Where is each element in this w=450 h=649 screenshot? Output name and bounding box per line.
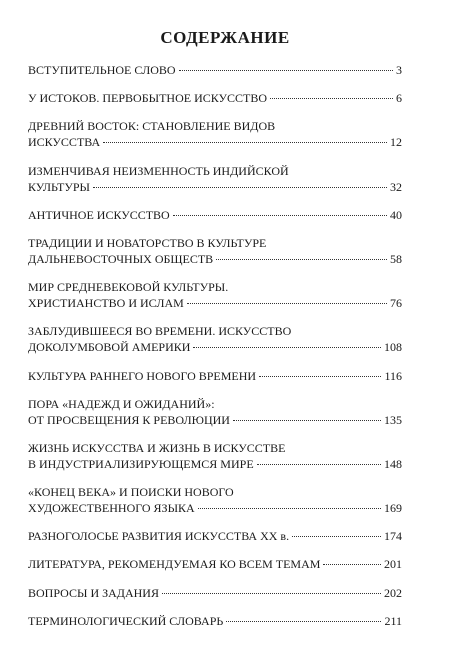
- dot-leader: [93, 187, 387, 188]
- toc-entry-title-line: КУЛЬТУРА РАННЕГО НОВОГО ВРЕМЕНИ: [28, 368, 257, 383]
- toc-entry: [28, 396, 402, 428]
- dot-leader: [270, 98, 393, 99]
- toc-entry-title-line: ИЗМЕНЧИВАЯ НЕИЗМЕННОСТЬ ИНДИЙСКОЙ: [28, 163, 289, 178]
- toc-entry-title-line: У ИСТОКОВ. ПЕРВОБЫТНОЕ ИСКУССТВО: [28, 91, 268, 106]
- dot-leader: [173, 215, 387, 216]
- toc-entry-title-line: ДРЕВНИЙ ВОСТОК: СТАНОВЛЕНИЕ ВИДОВ: [28, 119, 276, 134]
- toc-entry-title-line: КУЛЬТУРЫ: [28, 179, 90, 194]
- toc-entry: [28, 484, 402, 516]
- toc-page-number: 211: [384, 613, 402, 628]
- toc-entry: [28, 235, 402, 267]
- toc-entry-title-line: МИР СРЕДНЕВЕКОВОЙ КУЛЬТУРЫ.: [28, 280, 229, 295]
- toc-page-number: 6: [396, 91, 402, 106]
- toc-entry-title-line: АНТИЧНОЕ ИСКУССТВО: [28, 207, 170, 222]
- toc-entry: [28, 440, 402, 472]
- toc-entry-title-line: ХРИСТИАНСТВО И ИСЛАМ: [28, 296, 184, 311]
- toc-entry-title-line: ИСКУССТВА: [28, 135, 101, 150]
- dot-leader: [179, 70, 393, 71]
- toc-entry-title-line: ЛИТЕРАТУРА, РЕКОМЕНДУЕМАЯ КО ВСЕМ ТЕМАМ: [28, 557, 321, 572]
- toc-entry-title-line: ВОПРОСЫ И ЗАДАНИЯ: [28, 585, 159, 600]
- toc-page-number: 148: [384, 456, 402, 471]
- toc-page-number: 202: [384, 585, 402, 600]
- toc-entry: [28, 163, 402, 195]
- toc-entry: [28, 279, 402, 311]
- toc-page-number: 3: [396, 63, 402, 77]
- toc-entry: [28, 368, 402, 384]
- dot-leader: [323, 564, 381, 565]
- toc-entry-title-line: В ИНДУСТРИАЛИЗИРУЮЩЕМСЯ МИРЕ: [28, 456, 254, 471]
- toc-entry-title-line: ВСТУПИТЕЛЬНОЕ СЛОВО: [28, 63, 176, 77]
- toc-entry: [28, 207, 402, 223]
- toc-entry: [28, 585, 402, 601]
- toc-entry-title-line: ЗАБЛУДИВШЕЕСЯ ВО ВРЕМЕНИ. ИСКУССТВО: [28, 324, 292, 339]
- toc-entry-title-line: ХУДОЖЕСТВЕННОГО ЯЗЫКА: [28, 501, 195, 516]
- toc-page-number: 169: [384, 501, 402, 516]
- dot-leader: [292, 536, 381, 537]
- toc-entry-title-line: ТЕРМИНОЛОГИЧЕСКИЙ СЛОВАРЬ: [28, 613, 224, 628]
- toc-page-number: 76: [390, 296, 402, 311]
- toc-entry: [28, 323, 402, 355]
- toc-page-number: 32: [390, 179, 402, 194]
- toc-page-number: 174: [384, 529, 402, 544]
- toc-entry-title-line: ЖИЗНЬ ИСКУССТВА И ЖИЗНЬ В ИСКУССТВЕ: [28, 440, 286, 455]
- toc-entry-title-line: РАЗНОГОЛОСЬЕ РАЗВИТИЯ ИСКУССТВА XX в.: [28, 529, 290, 544]
- toc-entry: [28, 556, 402, 572]
- dot-leader: [103, 142, 387, 143]
- page-title: СОДЕРЖАНИЕ: [160, 28, 290, 47]
- dot-leader: [259, 376, 381, 377]
- toc-page-number: 116: [384, 368, 402, 383]
- toc-page-number: 201: [384, 557, 402, 572]
- toc-page-number: 12: [390, 135, 402, 150]
- toc-entry-title-line: ТРАДИЦИИ И НОВАТОРСТВО В КУЛЬТУРЕ: [28, 235, 267, 250]
- dot-leader: [226, 621, 381, 622]
- toc-page-number: 40: [390, 207, 402, 222]
- dot-leader: [162, 593, 381, 594]
- toc-entry: [28, 90, 402, 106]
- toc-entry-title-line: «КОНЕЦ ВЕКА» И ПОИСКИ НОВОГО: [28, 485, 234, 500]
- toc-entry-title-line: ДАЛЬНЕВОСТОЧНЫХ ОБЩЕСТВ: [28, 251, 214, 266]
- toc-entry: [28, 118, 402, 150]
- dot-leader: [257, 464, 381, 465]
- dot-leader: [193, 347, 381, 348]
- toc-page-number: 108: [384, 340, 402, 355]
- dot-leader: [198, 508, 381, 509]
- dot-leader: [233, 420, 381, 421]
- dot-leader: [187, 303, 387, 304]
- toc-entry-title-line: ОТ ПРОСВЕЩЕНИЯ К РЕВОЛЮЦИИ: [28, 412, 230, 427]
- dot-leader: [216, 259, 387, 260]
- toc-page-number: 58: [390, 251, 402, 266]
- toc-entry: [28, 528, 402, 544]
- toc-entry-title-line: ДОКОЛУМБОВОЙ АМЕРИКИ: [28, 340, 191, 355]
- table-of-contents: [28, 62, 402, 641]
- toc-page-number: 135: [384, 412, 402, 427]
- toc-entry-title-line: ПОРА «НАДЕЖД И ОЖИДАНИЙ»:: [28, 396, 215, 411]
- toc-entry: [28, 62, 402, 78]
- toc-entry: [28, 613, 402, 629]
